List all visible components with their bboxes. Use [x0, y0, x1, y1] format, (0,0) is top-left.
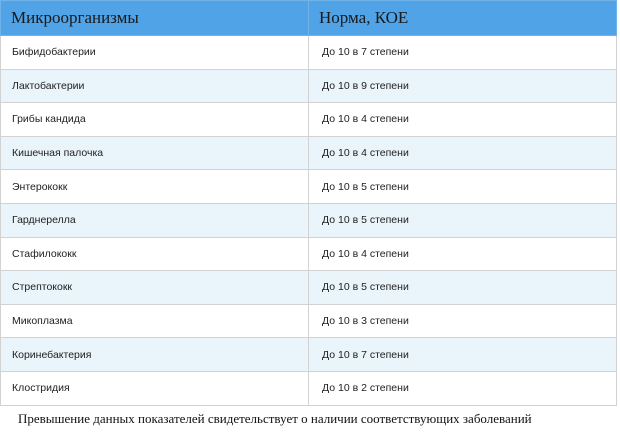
microorganism-name: Клостридия: [1, 371, 309, 405]
norm-value: До 10 в 4 степени: [309, 103, 617, 137]
microorganism-name: Грибы кандида: [1, 103, 309, 137]
table-row: [1, 338, 617, 372]
table-row: [1, 271, 617, 305]
norm-value: До 10 в 7 степени: [309, 36, 617, 70]
norm-value: До 10 в 4 степени: [309, 136, 617, 170]
norm-value: До 10 в 3 степени: [309, 304, 617, 338]
microorganism-name: Кишечная палочка: [1, 136, 309, 170]
norm-value: До 10 в 9 степени: [309, 69, 617, 103]
table-row: [1, 371, 617, 405]
table-row: [1, 69, 617, 103]
table-row: [1, 304, 617, 338]
table-row: [1, 36, 617, 70]
microorganism-name: Бифидобактерии: [1, 36, 309, 70]
microorganism-name: Стрептококк: [1, 271, 309, 305]
table-row: [1, 103, 617, 137]
norm-value: До 10 в 7 степени: [309, 338, 617, 372]
table-row: [1, 237, 617, 271]
microorganism-name: Коринебактерия: [1, 338, 309, 372]
norm-value: До 10 в 5 степени: [309, 170, 617, 204]
norm-value: До 10 в 4 степени: [309, 237, 617, 271]
table-row: [1, 170, 617, 204]
microorganism-name: Энтерококк: [1, 170, 309, 204]
norm-value: До 10 в 5 степени: [309, 271, 617, 305]
footnote-caption: Превышение данных показателей свидетельствует о наличии соответствующих заболеваний: [18, 411, 532, 426]
table-row: [1, 203, 617, 237]
microorganism-name: Гарднерелла: [1, 203, 309, 237]
microorganism-name: Микоплазма: [1, 304, 309, 338]
microorganism-name: Лактобактерии: [1, 69, 309, 103]
header-norm-cfu: Норма, КОЕ: [309, 1, 617, 36]
header-microorganisms: Микроорганизмы: [1, 1, 309, 36]
table-header: [1, 1, 617, 36]
norm-value: До 10 в 5 степени: [309, 203, 617, 237]
table-row: [1, 136, 617, 170]
table-body: [1, 36, 617, 406]
header-row: [1, 1, 617, 36]
norm-value: До 10 в 2 степени: [309, 371, 617, 405]
microorganism-name: Стафилококк: [1, 237, 309, 271]
